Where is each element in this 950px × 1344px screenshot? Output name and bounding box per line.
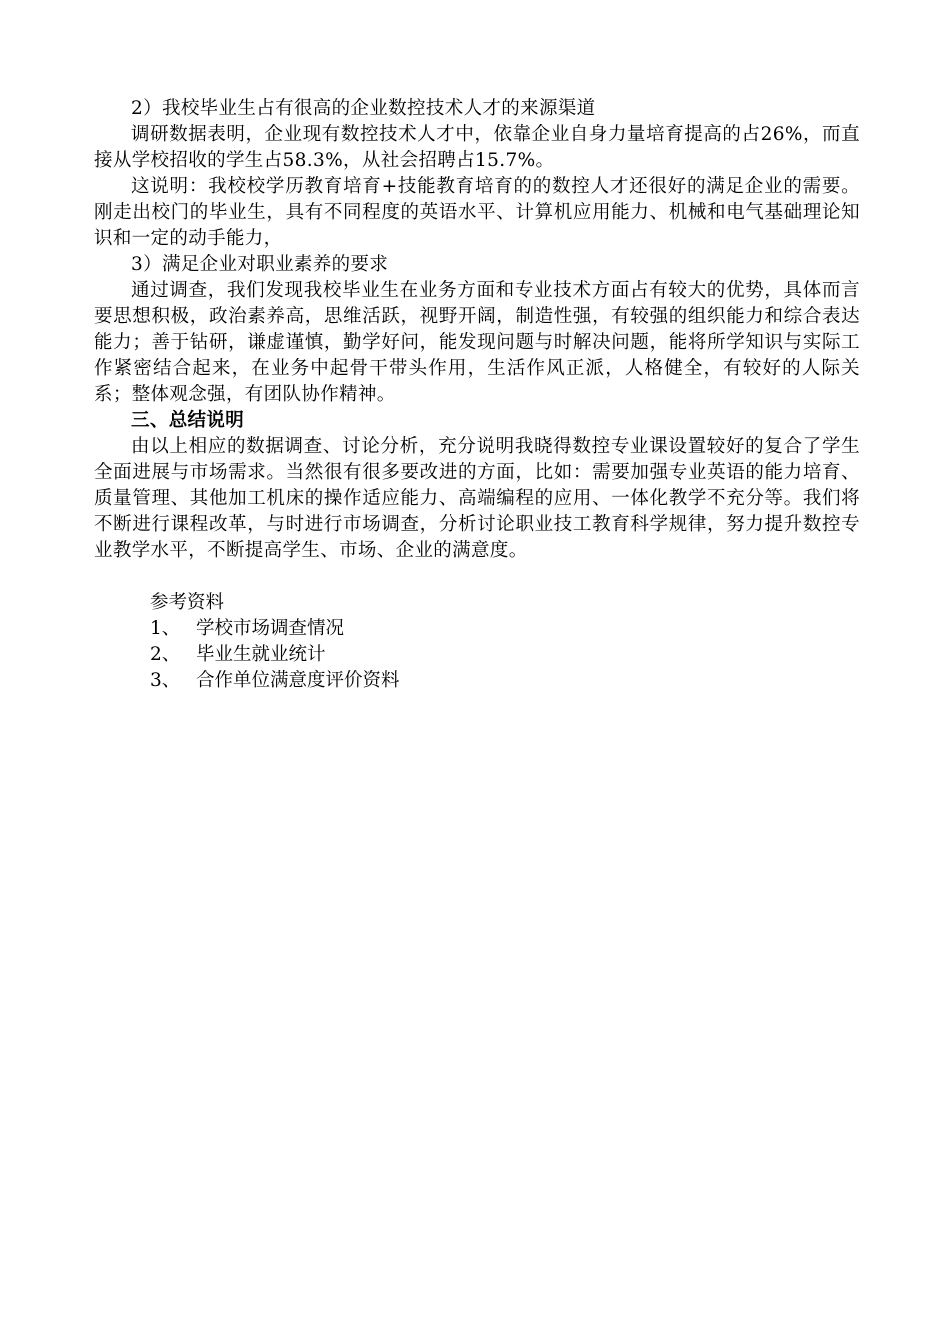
reference-item [150,668,860,694]
document-page [94,96,860,694]
reference-text: 合作单位满意度评价资料 [196,670,400,691]
reference-item [150,642,860,668]
references-title: 参考资料 [150,592,225,613]
paragraph-professional-quality-heading: 3）满足企业对职业素养的要求 [131,254,389,275]
reference-number: 2、 [150,644,181,665]
paragraph-survey-findings: 通过调查，我们发现我校毕业生在业务方面和专业技术方面占有较大的优势，具体而言要思想积极，政治素养高，思维活跃，视野开阔，制造性强，有较强的组织能力和综合表达能力；善于钻研，谦虚谨慎，勤学好问，能发现问题与时解决问题，能将所学知识与实际工作紧密结合起来，在业务中起骨干带头作用，生活作风正派，人格健全，有较好的人际关系；整体观念强，有团队协作精神。 [94,280,860,405]
reference-number: 3、 [150,670,181,691]
paragraph-graduate-source-heading: 2）我校毕业生占有很高的企业数控技术人才的来源渠道 [131,98,596,119]
section-heading-summary: 三、总结说明 [131,410,245,431]
reference-item [150,616,860,642]
reference-number: 1、 [150,618,181,639]
reference-text: 毕业生就业统计 [196,644,326,665]
paragraph-explanation: 这说明：我校校学历教育培育+技能教育培育的的数控人才还很好的满足企业的需要。刚走出校门的毕业生，具有不同程度的英语水平、计算机应用能力、机械和电气基础理论知识和一定的动手能力， [94,176,860,249]
reference-text: 学校市场调查情况 [196,618,345,639]
paragraph-summary: 由以上相应的数据调查、讨论分析，充分说明我晓得数控专业课设置较好的复合了学生全面进展与市场需求。当然很有很多要改进的方面，比如：需要加强专业英语的能力培育、质量管理、其他加工机床的操作适应能力、高端编程的应用、一体化教学不充分等。我们将不断进行课程改革，与时进行市场调查，分析讨论职业技工教育科学规律，努力提升数控专业教学水平，不断提高学生、市场、企业的满意度。 [94,436,860,561]
paragraph-survey-data: 调研数据表明，企业现有数控技术人才中，依靠企业自身力量培育提高的占26%，而直接从学校招收的学生占58.3%，从社会招聘占15.7%。 [94,124,860,171]
references-section [94,590,860,694]
